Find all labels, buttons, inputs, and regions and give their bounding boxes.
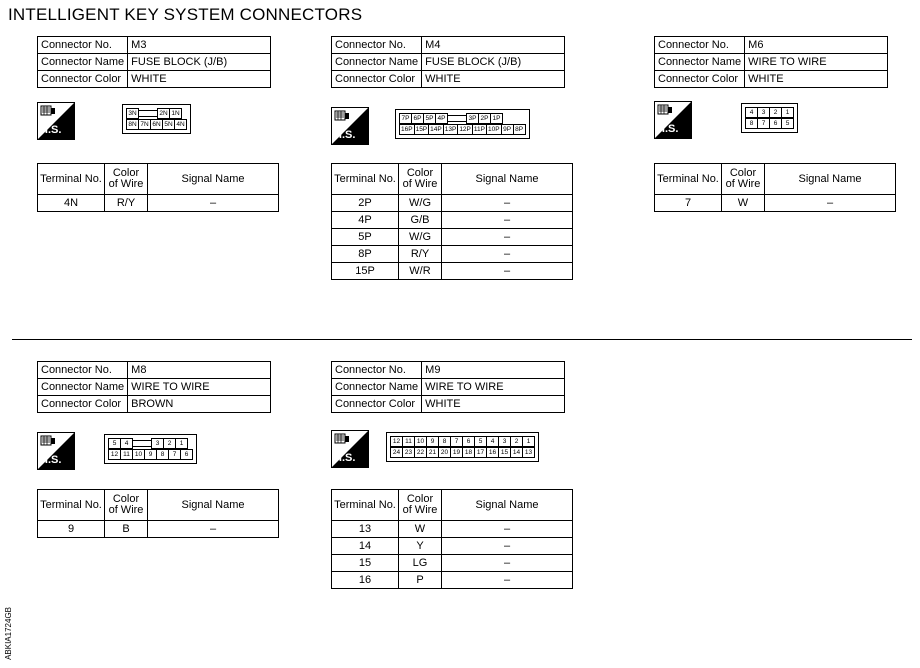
connector-info-table bbox=[654, 36, 888, 88]
pin-row bbox=[127, 108, 187, 119]
pin-cell: 8N bbox=[126, 119, 139, 130]
pin-cell: 6 bbox=[180, 449, 193, 460]
wire-color: R/Y bbox=[399, 246, 442, 263]
connector-info-row bbox=[38, 54, 271, 71]
pin-cell: 1N bbox=[169, 108, 182, 119]
signal-name: – bbox=[442, 212, 573, 229]
header-signal: Signal Name bbox=[148, 164, 279, 195]
connector-color-label: Connector Color bbox=[332, 71, 422, 88]
terminal-table-header bbox=[332, 490, 573, 521]
header-terminal: Terminal No. bbox=[655, 164, 722, 195]
pin-cell: 2N bbox=[157, 108, 170, 119]
connector-info-row bbox=[332, 71, 565, 88]
connector-info-row bbox=[38, 71, 271, 88]
signal-name: – bbox=[442, 263, 573, 280]
terminal-table-header bbox=[655, 164, 896, 195]
pin-cell: 1 bbox=[522, 436, 535, 447]
connector-color-label: Connector Color bbox=[332, 396, 422, 413]
pin-cell: 19 bbox=[450, 447, 463, 458]
wire-color: LG bbox=[399, 555, 442, 572]
connector-color-value: WHITE bbox=[422, 71, 565, 88]
terminal-row bbox=[332, 572, 573, 589]
pin-cell: 10 bbox=[414, 436, 427, 447]
terminal-number: 15 bbox=[332, 555, 399, 572]
pin-cell: 6N bbox=[150, 119, 163, 130]
header-signal: Signal Name bbox=[442, 490, 573, 521]
terminal-number: 2P bbox=[332, 195, 399, 212]
terminal-table-header bbox=[332, 164, 573, 195]
signal-name: – bbox=[765, 195, 896, 212]
connector-name-label: Connector Name bbox=[332, 54, 422, 71]
connector-latch bbox=[138, 108, 158, 117]
figure-code: ABKIA1724GB bbox=[4, 607, 13, 660]
pin-cell: 10P bbox=[487, 126, 500, 133]
connector-color-label: Connector Color bbox=[38, 396, 128, 413]
pin-cell: 4 bbox=[120, 438, 133, 449]
header-signal: Signal Name bbox=[148, 490, 279, 521]
pin-cell: 12 bbox=[108, 449, 121, 460]
pin-row bbox=[109, 449, 193, 460]
pin-row bbox=[400, 124, 526, 135]
pin-cell: 5N bbox=[162, 119, 175, 130]
pin-cell: 11 bbox=[120, 449, 133, 460]
terminal-row bbox=[38, 195, 279, 212]
connector-name-value: WIRE TO WIRE bbox=[745, 54, 888, 71]
harness-side-icon bbox=[37, 102, 75, 140]
connector-no-label: Connector No. bbox=[38, 37, 128, 54]
terminal-table bbox=[37, 489, 279, 538]
connector-no-value: M8 bbox=[128, 362, 271, 379]
connector-no-value: M6 bbox=[745, 37, 888, 54]
connector-color-label: Connector Color bbox=[38, 71, 128, 88]
wire-color: W bbox=[722, 195, 765, 212]
pin-cell: 23 bbox=[402, 447, 415, 458]
connector-pin-diagram bbox=[104, 434, 197, 464]
connector-name-value: WIRE TO WIRE bbox=[422, 379, 565, 396]
connector-name-value: FUSE BLOCK (J/B) bbox=[128, 54, 271, 71]
connector-latch bbox=[447, 113, 467, 122]
pin-cell: 4 bbox=[486, 436, 499, 447]
pin-cell: 3 bbox=[151, 438, 164, 449]
pin-cell: 9 bbox=[144, 449, 157, 460]
pin-cell: 17 bbox=[474, 447, 487, 458]
header-wire: Color of Wire bbox=[105, 490, 148, 521]
wire-color: W/G bbox=[399, 229, 442, 246]
pin-cell: 12 bbox=[390, 436, 403, 447]
pin-cell: 1P bbox=[490, 113, 503, 124]
pin-cell: 2P bbox=[478, 113, 491, 124]
pin-row bbox=[109, 438, 193, 449]
signal-name: – bbox=[442, 521, 573, 538]
connector-info-row bbox=[655, 71, 888, 88]
connector-pin-diagram bbox=[741, 103, 798, 133]
header-terminal: Terminal No. bbox=[332, 164, 399, 195]
terminal-row bbox=[332, 521, 573, 538]
wire-color: W/R bbox=[399, 263, 442, 280]
pin-cell: 3N bbox=[126, 108, 139, 119]
wire-color: G/B bbox=[399, 212, 442, 229]
connector-info-row bbox=[332, 379, 565, 396]
connector-no-label: Connector No. bbox=[655, 37, 745, 54]
terminal-row bbox=[332, 555, 573, 572]
connector-info-table bbox=[331, 36, 565, 88]
terminal-table bbox=[331, 489, 573, 589]
pin-cell: 5 bbox=[781, 118, 794, 129]
pin-row bbox=[746, 118, 794, 129]
pin-cell: 8P bbox=[513, 124, 526, 135]
pin-cell: 7 bbox=[450, 436, 463, 447]
terminal-row bbox=[332, 538, 573, 555]
pin-cell: 16P bbox=[401, 126, 413, 133]
pin-cell: 18 bbox=[462, 447, 475, 458]
terminal-table-header bbox=[38, 164, 279, 195]
pin-cell: 3 bbox=[498, 436, 511, 447]
hs-label: H.S. bbox=[40, 124, 62, 136]
connector-pin-diagram bbox=[386, 432, 539, 462]
pin-cell: 1 bbox=[175, 438, 188, 449]
pin-cell: 5P bbox=[423, 113, 436, 124]
connector-info-row bbox=[38, 379, 271, 396]
hs-label: H.S. bbox=[334, 129, 356, 141]
pin-cell: 11P bbox=[473, 126, 485, 133]
pin-cell: 7 bbox=[168, 449, 181, 460]
pin-cell: 2 bbox=[510, 436, 523, 447]
header-signal: Signal Name bbox=[442, 164, 573, 195]
pin-row bbox=[391, 447, 535, 458]
connector-info-row bbox=[332, 54, 565, 71]
header-wire: Color of Wire bbox=[722, 164, 765, 195]
pin-cell: 22 bbox=[414, 447, 427, 458]
signal-name: – bbox=[148, 521, 279, 538]
wire-color: P bbox=[399, 572, 442, 589]
connector-latch bbox=[132, 438, 152, 447]
harness-side-icon bbox=[654, 101, 692, 139]
connector-info-row bbox=[332, 396, 565, 413]
harness-side-icon bbox=[37, 432, 75, 470]
terminal-table bbox=[37, 163, 279, 212]
pin-cell: 13 bbox=[522, 447, 535, 458]
terminal-number: 4P bbox=[332, 212, 399, 229]
connector-info-row bbox=[332, 362, 565, 379]
pin-cell: 21 bbox=[426, 447, 439, 458]
wire-color: Y bbox=[399, 538, 442, 555]
pin-cell: 24 bbox=[390, 447, 403, 458]
connector-no-value: M4 bbox=[422, 37, 565, 54]
terminal-row bbox=[332, 212, 573, 229]
header-wire: Color of Wire bbox=[399, 490, 442, 521]
pin-cell: 16 bbox=[486, 447, 499, 458]
terminal-number: 14 bbox=[332, 538, 399, 555]
connector-no-value: M3 bbox=[128, 37, 271, 54]
connector-info-table bbox=[331, 361, 565, 413]
pin-cell: 8 bbox=[438, 436, 451, 447]
connector-name-value: FUSE BLOCK (J/B) bbox=[422, 54, 565, 71]
terminal-number: 8P bbox=[332, 246, 399, 263]
pin-cell: 14P bbox=[430, 126, 442, 133]
pin-cell: 3 bbox=[757, 107, 770, 118]
wire-color: W/G bbox=[399, 195, 442, 212]
pin-cell: 5 bbox=[474, 436, 487, 447]
pin-cell: 9P bbox=[501, 124, 514, 135]
signal-name: – bbox=[442, 195, 573, 212]
header-wire: Color of Wire bbox=[399, 164, 442, 195]
terminal-number: 13 bbox=[332, 521, 399, 538]
wire-color: R/Y bbox=[105, 195, 148, 212]
pin-cell: 6 bbox=[769, 118, 782, 129]
connector-color-value: WHITE bbox=[422, 396, 565, 413]
connector-no-label: Connector No. bbox=[332, 362, 422, 379]
terminal-row bbox=[655, 195, 896, 212]
page-title: INTELLIGENT KEY SYSTEM CONNECTORS bbox=[8, 5, 363, 24]
harness-side-icon bbox=[331, 107, 369, 145]
connector-info-table bbox=[37, 361, 271, 413]
signal-name: – bbox=[442, 538, 573, 555]
pin-cell: 2 bbox=[163, 438, 176, 449]
header-terminal: Terminal No. bbox=[38, 164, 105, 195]
connector-no-value: M9 bbox=[422, 362, 565, 379]
header-signal: Signal Name bbox=[765, 164, 896, 195]
header-terminal: Terminal No. bbox=[332, 490, 399, 521]
connector-no-label: Connector No. bbox=[332, 37, 422, 54]
harness-side-icon bbox=[331, 430, 369, 468]
terminal-number: 15P bbox=[332, 263, 399, 280]
signal-name: – bbox=[442, 229, 573, 246]
wire-color: B bbox=[105, 521, 148, 538]
terminal-table-header bbox=[38, 490, 279, 521]
pin-row bbox=[400, 113, 526, 124]
connector-info-row bbox=[655, 54, 888, 71]
header-terminal: Terminal No. bbox=[38, 490, 105, 521]
pin-cell: 7P bbox=[399, 113, 412, 124]
signal-name: – bbox=[442, 572, 573, 589]
hs-label: H.S. bbox=[657, 123, 679, 135]
pin-cell: 8 bbox=[156, 449, 169, 460]
connector-name-value: WIRE TO WIRE bbox=[128, 379, 271, 396]
pin-cell: 9 bbox=[426, 436, 439, 447]
signal-name: – bbox=[442, 555, 573, 572]
terminal-number: 9 bbox=[38, 521, 105, 538]
pin-row bbox=[391, 436, 535, 447]
connector-color-value: WHITE bbox=[745, 71, 888, 88]
hs-label: H.S. bbox=[334, 452, 356, 464]
hs-label: H.S. bbox=[40, 454, 62, 466]
connector-info-row bbox=[38, 396, 271, 413]
pin-cell: 13P bbox=[444, 126, 457, 133]
terminal-number: 7 bbox=[655, 195, 722, 212]
signal-name: – bbox=[148, 195, 279, 212]
connector-color-value: BROWN bbox=[128, 396, 271, 413]
pin-cell: 11 bbox=[402, 436, 415, 447]
pin-cell: 7N bbox=[138, 119, 151, 130]
pin-cell: 15P bbox=[415, 126, 428, 133]
pin-cell: 20 bbox=[438, 447, 451, 458]
connector-info-row bbox=[38, 37, 271, 54]
pin-cell: 6P bbox=[411, 113, 424, 124]
pin-cell: 8 bbox=[745, 118, 758, 129]
pin-cell: 10 bbox=[132, 449, 145, 460]
pin-cell: 3P bbox=[466, 113, 479, 124]
terminal-number: 5P bbox=[332, 229, 399, 246]
connector-color-label: Connector Color bbox=[655, 71, 745, 88]
pin-cell: 7 bbox=[757, 118, 770, 129]
section-divider bbox=[12, 339, 912, 340]
connector-name-label: Connector Name bbox=[332, 379, 422, 396]
pin-cell: 1 bbox=[781, 107, 794, 118]
terminal-row bbox=[332, 229, 573, 246]
terminal-number: 4N bbox=[38, 195, 105, 212]
connector-name-label: Connector Name bbox=[655, 54, 745, 71]
pin-cell: 5 bbox=[108, 438, 121, 449]
terminal-table bbox=[654, 163, 896, 212]
connector-pin-diagram bbox=[395, 109, 530, 139]
pin-cell: 12P bbox=[459, 126, 471, 133]
connector-info-table bbox=[37, 36, 271, 88]
connector-info-row bbox=[332, 37, 565, 54]
signal-name: – bbox=[442, 246, 573, 263]
pin-cell: 4P bbox=[435, 113, 448, 124]
pin-row bbox=[127, 119, 187, 130]
wire-color: W bbox=[399, 521, 442, 538]
connector-name-label: Connector Name bbox=[38, 54, 128, 71]
pin-cell: 14 bbox=[510, 447, 523, 458]
terminal-row bbox=[332, 246, 573, 263]
pin-cell: 4 bbox=[745, 107, 758, 118]
header-wire: Color of Wire bbox=[105, 164, 148, 195]
terminal-row bbox=[332, 195, 573, 212]
connector-name-label: Connector Name bbox=[38, 379, 128, 396]
terminal-row bbox=[332, 263, 573, 280]
connector-color-value: WHITE bbox=[128, 71, 271, 88]
pin-cell: 4N bbox=[174, 119, 187, 130]
terminal-row bbox=[38, 521, 279, 538]
terminal-number: 16 bbox=[332, 572, 399, 589]
connector-pin-diagram bbox=[122, 104, 191, 134]
pin-cell: 6 bbox=[462, 436, 475, 447]
pin-cell: 2 bbox=[769, 107, 782, 118]
connector-no-label: Connector No. bbox=[38, 362, 128, 379]
connector-info-row bbox=[38, 362, 271, 379]
terminal-table bbox=[331, 163, 573, 280]
pin-cell: 15 bbox=[498, 447, 511, 458]
pin-row bbox=[746, 107, 794, 118]
connector-info-row bbox=[655, 37, 888, 54]
